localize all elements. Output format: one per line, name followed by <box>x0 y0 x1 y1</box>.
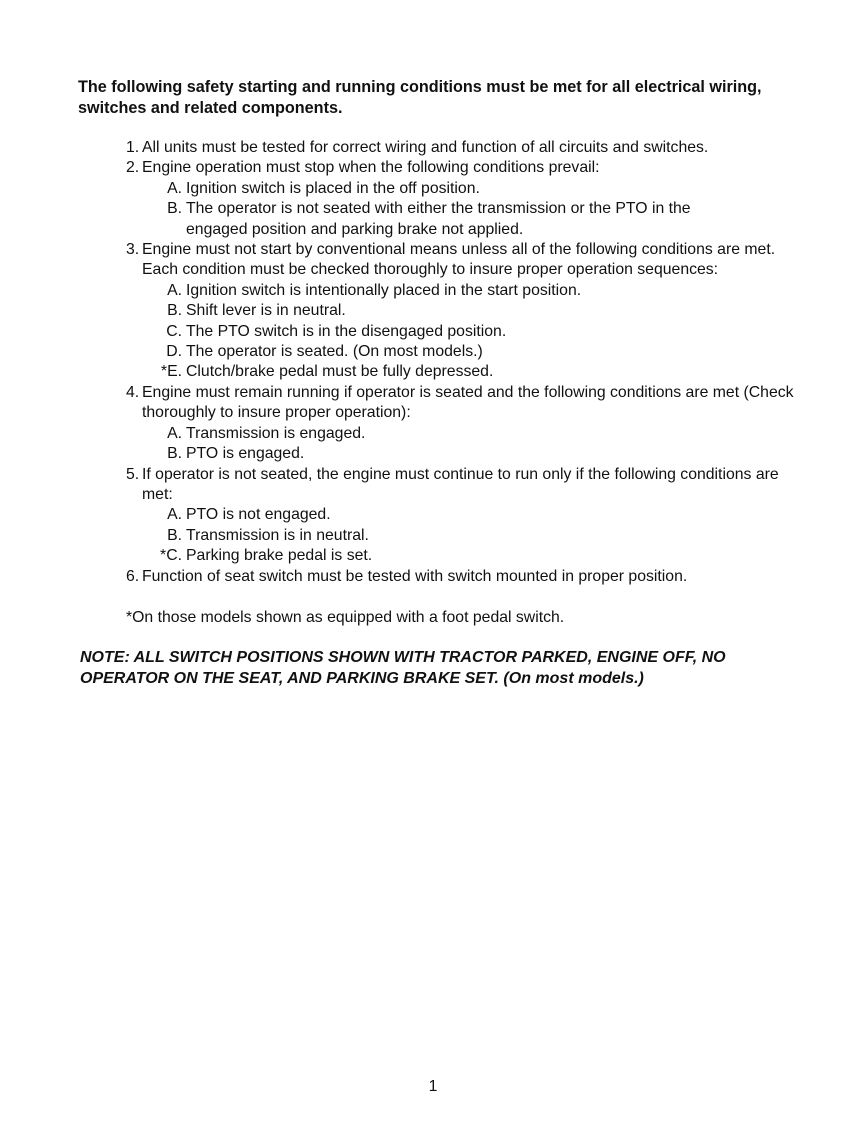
page-number: 1 <box>428 1078 438 1095</box>
item-text: Engine must not start by conventional means unless all of the following conditions are met. Each condition must be checked thoroughly to insure proper operation sequences: <box>142 241 776 279</box>
sub-item-text: The operator is seated. (On most models.) <box>186 343 483 361</box>
intro-paragraph: The following safety starting and running conditions must be met for all electrical wiring, switches and related components. <box>78 78 762 117</box>
sub-item-text: Ignition switch is intentionally placed in the start position. <box>186 281 582 299</box>
sub-item-letter: D. <box>166 343 182 361</box>
item-number: 4. <box>126 383 140 401</box>
item-number: 5. <box>126 465 140 483</box>
note-paragraph: NOTE: ALL SWITCH POSITIONS SHOWN WITH TRACTOR PARKED, ENGINE OFF, NO OPERATOR ON THE SEAT, AND PARKING BRAKE SET. (On most models.) <box>80 649 726 687</box>
sub-item-letter: B. <box>167 526 182 544</box>
sub-item-text: Shift lever is in neutral. <box>186 302 346 320</box>
item-number: 6. <box>126 567 140 585</box>
list-item-4 <box>0 383 807 424</box>
item-number: 2. <box>126 159 140 177</box>
sub-item-5a <box>0 505 746 525</box>
sub-item-text: Clutch/brake pedal must be fully depressed. <box>186 363 494 381</box>
sub-item-3b <box>0 301 746 321</box>
sub-item-5c <box>0 546 746 566</box>
sub-item-letter: B. <box>167 302 182 320</box>
item-text: Engine operation must stop when the following conditions prevail: <box>142 159 600 177</box>
list-item-3 <box>0 240 807 281</box>
sub-item-letter: A. <box>167 281 182 299</box>
sub-item-4b <box>0 444 746 464</box>
item-number: 3. <box>126 241 140 259</box>
list-item-5 <box>0 465 807 506</box>
sub-item-text: Transmission is engaged. <box>186 424 366 442</box>
list-item-1 <box>0 138 807 158</box>
sub-item-2a <box>0 179 746 199</box>
sub-item-4a <box>0 424 746 444</box>
sub-item-3d <box>0 342 746 362</box>
sub-item-letter: A. <box>167 424 182 442</box>
sub-item-text: The PTO switch is in the disengaged position. <box>186 322 507 340</box>
item-text: If operator is not seated, the engine must continue to run only if the following conditions are met: <box>142 465 779 503</box>
sub-item-2b <box>0 199 746 240</box>
sub-item-5b <box>0 526 746 546</box>
item-text: Function of seat switch must be tested with switch mounted in proper position. <box>142 567 688 585</box>
sub-item-letter: A. <box>167 179 182 197</box>
sub-item-letter: *C. <box>160 547 182 565</box>
sub-item-text: Ignition switch is placed in the off position. <box>186 179 480 197</box>
footnote: *On those models shown as equipped with a foot pedal switch. <box>126 609 565 626</box>
sub-item-text: PTO is not engaged. <box>186 506 331 524</box>
sub-item-3a <box>0 281 746 301</box>
sub-item-letter: C. <box>166 322 182 340</box>
sub-item-text: Parking brake pedal is set. <box>186 547 373 565</box>
sub-item-letter: B. <box>167 445 182 463</box>
sub-item-letter: B. <box>167 200 182 218</box>
sub-item-text: Transmission is in neutral. <box>186 526 369 544</box>
sub-item-text: The operator is not seated with either the transmission or the PTO in the engaged position and parking brake not applied. <box>186 200 691 238</box>
conditions-list <box>0 138 866 587</box>
item-number: 1. <box>126 139 140 156</box>
sub-item-text: PTO is engaged. <box>186 445 305 463</box>
sub-item-3c <box>0 322 746 342</box>
sub-item-letter: A. <box>167 506 182 524</box>
list-item-2 <box>0 158 807 178</box>
list-item-6 <box>0 567 807 587</box>
item-text: All units must be tested for correct wiring and function of all circuits and switches. <box>142 139 709 156</box>
item-text: Engine must remain running if operator is seated and the following conditions are met (Check thoroughly to insure proper operation): <box>142 383 794 422</box>
sub-item-3e <box>0 362 746 382</box>
sub-item-letter: *E. <box>160 363 182 381</box>
